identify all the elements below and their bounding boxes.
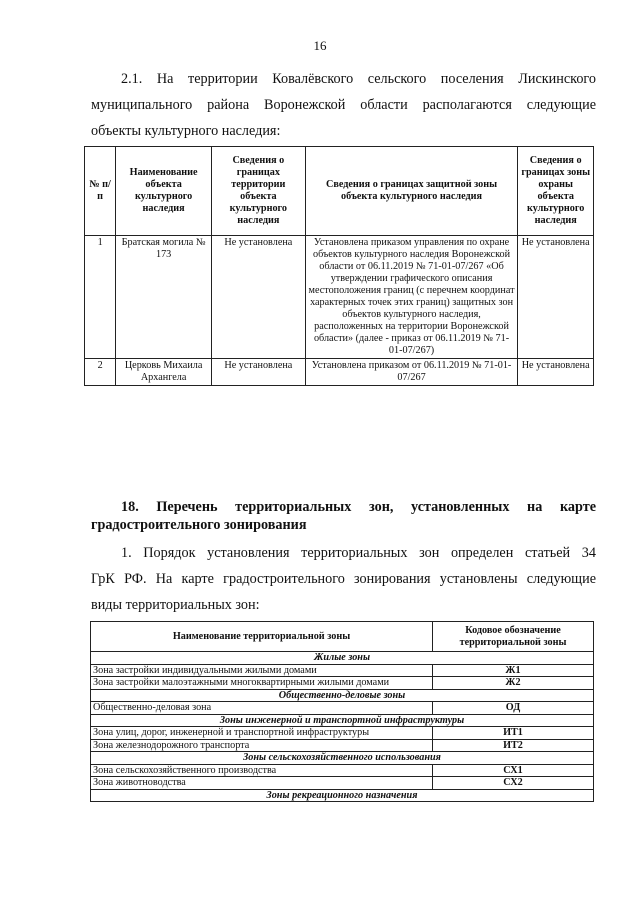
cell-name: Церковь Михаила Архангела <box>116 359 212 386</box>
cell-territory: Не установлена <box>211 236 305 359</box>
table-row <box>91 777 594 790</box>
zone-name: Зона застройки индивидуальными жилыми домами <box>91 664 433 677</box>
zone-name: Зона железнодорожного транспорта <box>91 739 433 752</box>
table-row <box>91 664 594 677</box>
zone-code: ИТ2 <box>433 739 594 752</box>
zone-code: Ж2 <box>433 677 594 690</box>
zone-code: Ж1 <box>433 664 594 677</box>
group-row <box>91 714 594 727</box>
section-title-line: градостроительного зонирования <box>91 517 307 533</box>
cell-zone-bounds: Установлена приказом управления по охране объектов культурного наследия Воронежской области от 06.11.2019 № 71-01-07/267 «Об утверждении графического описания местоположения границ (с перечнем координат характерных точек этих границ) защитных зон объектов культурного наследия, расположенных на территории Воронежской области» (далее - приказ от 06.11.2019 № 71-01-07/267) <box>305 236 518 359</box>
zone-name: Общественно-деловая зона <box>91 702 433 715</box>
header-name: Наименование объекта культурного наследия <box>116 147 212 236</box>
zone-name: Зона сельскохозяйственного производства <box>91 764 433 777</box>
page-number: 16 <box>313 38 327 53</box>
table-row <box>91 764 594 777</box>
group-recreation: Зоны рекреационного назначения <box>91 789 594 802</box>
zones-intro-paragraph <box>91 540 596 618</box>
group-row <box>91 752 594 765</box>
cell-name: Братская могила № 173 <box>116 236 212 359</box>
header-territory: Сведения о границах территории объекта культурного наследия <box>211 147 305 236</box>
table-row <box>91 739 594 752</box>
zone-name: Зона животноводства <box>91 777 433 790</box>
zone-code: ИТ1 <box>433 727 594 740</box>
zones-intro-line: 1. Порядок установления территориальных зон определен статьей 34 <box>121 545 596 561</box>
zone-code: ОД <box>433 702 594 715</box>
cell-territory: Не установлена <box>211 359 305 386</box>
zones-intro-line: ГрК РФ. На карте градостроительного зонирования установлены следующие <box>91 571 596 587</box>
group-row <box>91 789 594 802</box>
header-zones: Сведения о границах зоны охраны объекта культурного наследия <box>518 147 594 236</box>
table-row <box>85 236 594 359</box>
cell-num: 2 <box>85 359 116 386</box>
table-row <box>91 727 594 740</box>
table-row <box>85 359 594 386</box>
zone-name: Зона улиц, дорог, инженерной и транспортной инфраструктуры <box>91 727 433 740</box>
cell-num: 1 <box>85 236 116 359</box>
intro-paragraph <box>91 66 596 144</box>
header-zone-bounds: Сведения о границах защитной зоны объекта культурного наследия <box>305 147 518 236</box>
cell-zones: Не установлена <box>518 236 594 359</box>
group-row <box>91 689 594 702</box>
group-residential: Жилые зоны <box>91 652 594 665</box>
zone-name: Зона застройки малоэтажными многоквартирными жилыми домами <box>91 677 433 690</box>
intro-line: объекты культурного наследия: <box>91 123 281 139</box>
intro-line: муниципального района Воронежской области располагаются следующие <box>91 97 596 113</box>
zone-code: СХ1 <box>433 764 594 777</box>
group-agricultural: Зоны сельскохозяйственного использования <box>91 752 594 765</box>
cell-zones: Не установлена <box>518 359 594 386</box>
header-zone-code: Кодовое обозначение территориальной зоны <box>433 622 594 652</box>
section-title-line: 18. Перечень территориальных зон, установленных на карте <box>121 499 596 515</box>
territorial-zones-table <box>90 621 594 802</box>
group-infrastructure: Зоны инженерной и транспортной инфраструктуры <box>91 714 594 727</box>
group-business: Общественно-деловые зоны <box>91 689 594 702</box>
table-row <box>91 677 594 690</box>
cell-zone-bounds: Установлена приказом от 06.11.2019 № 71-01-07/267 <box>305 359 518 386</box>
section-18-title <box>91 498 596 534</box>
header-zone-name: Наименование территориальной зоны <box>91 622 433 652</box>
table-header-row <box>85 147 594 236</box>
table-row <box>91 702 594 715</box>
zone-code: СХ2 <box>433 777 594 790</box>
zones-header-row <box>91 622 594 652</box>
zones-intro-line: виды территориальных зон: <box>91 597 260 613</box>
intro-line: 2.1. На территории Ковалёвского сельского поселения Лискинского <box>121 71 596 87</box>
heritage-objects-table <box>84 146 594 386</box>
header-num: № п/п <box>85 147 116 236</box>
group-row <box>91 652 594 665</box>
